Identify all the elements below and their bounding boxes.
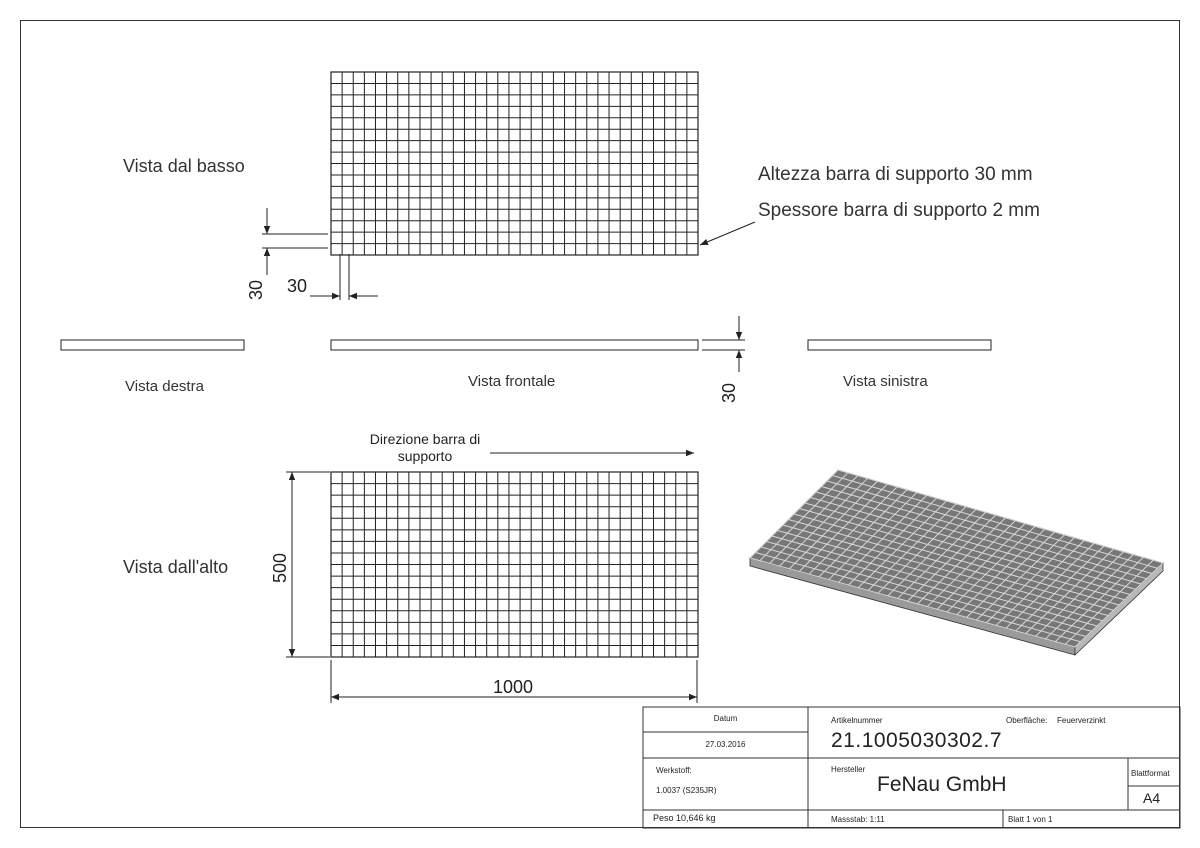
dim-width (286, 472, 330, 657)
label-right-view: Vista destra (125, 378, 204, 395)
tb-blattformat-value: A4 (1143, 790, 1161, 806)
note-bar-height: Altezza barra di supporto 30 mm (758, 164, 1033, 185)
front-view (331, 340, 698, 350)
label-top-view: Vista dall'alto (123, 557, 229, 577)
side-view-left (808, 340, 991, 350)
label-bottom-view: Vista dal basso (123, 156, 245, 176)
grating-isometric-view (750, 470, 1163, 655)
grating-bottom-view (331, 72, 698, 255)
note-bar-thickness: Spessore barra di supporto 2 mm (758, 200, 1040, 221)
dim-value-side-height: 30 (719, 382, 739, 403)
direction-label (340, 431, 510, 465)
tb-datum-label: Datum (713, 714, 738, 723)
tb-oberflaeche-value: Feuerverzinkt (1057, 716, 1106, 725)
direction-label-line1: Direzione barra di (369, 431, 481, 447)
title-block (643, 707, 1180, 828)
tb-oberflaeche-label: Oberfläche: (1006, 716, 1048, 725)
dim-mesh-vertical (262, 208, 328, 275)
dim-value-mesh-vertical: 30 (246, 279, 266, 300)
dim-value-width: 500 (270, 552, 290, 583)
grating-top-view (331, 472, 698, 657)
tb-hersteller-value: FeNau GmbH (877, 773, 1007, 796)
tb-artikel-value: 21.1005030302.7 (831, 729, 1002, 752)
tb-blatt: Blatt 1 von 1 (1008, 815, 1053, 824)
direction-label-line2: supporto (397, 448, 453, 464)
dim-side-height (702, 316, 745, 372)
tb-datum-value: 27.03.2016 (705, 740, 746, 749)
tb-werkstoff-value: 1.0037 (S235JR) (656, 786, 717, 795)
tb-peso: Peso 10,646 kg (653, 813, 716, 823)
dim-value-length: 1000 (493, 677, 534, 697)
side-view-right (61, 340, 244, 350)
tb-artikel-label: Artikelnummer (831, 716, 883, 725)
label-left-view: Vista sinistra (843, 373, 928, 390)
tb-werkstoff-label: Werkstoff: (656, 766, 692, 775)
tb-hersteller-label: Hersteller (831, 765, 866, 774)
label-front-view: Vista frontale (468, 373, 556, 390)
dim-mesh-horizontal (310, 254, 378, 300)
tb-blattformat-label: Blattformat (1131, 769, 1170, 778)
note-leader (700, 222, 755, 245)
dim-value-mesh-horizontal: 30 (287, 276, 308, 296)
tb-massstab: Massstab: 1:11 (831, 815, 885, 824)
